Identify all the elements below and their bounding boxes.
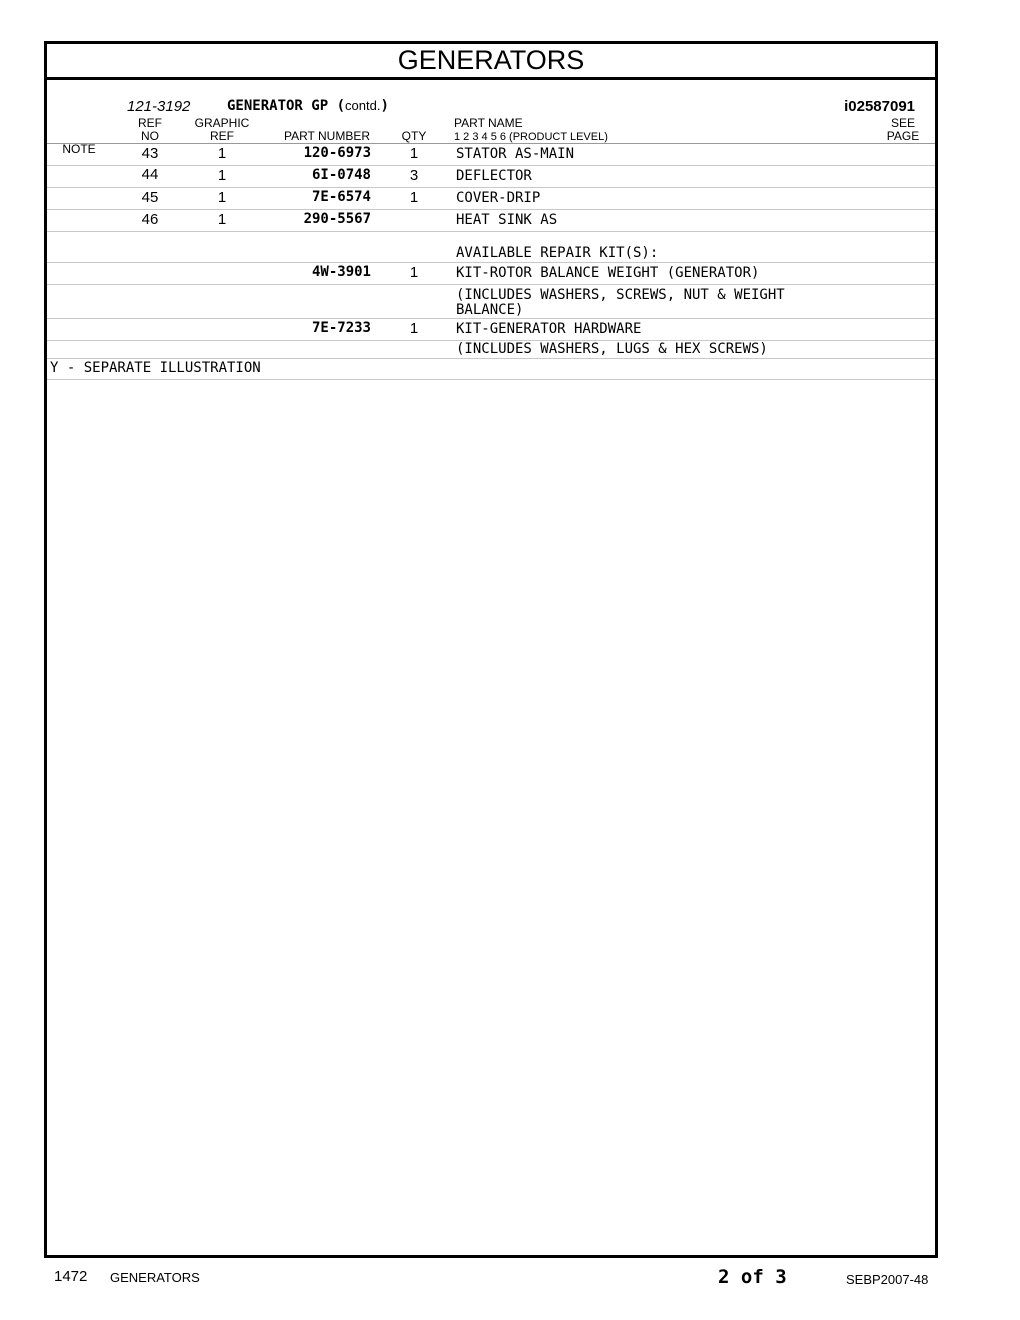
footer-page-number: 1472 (54, 1268, 88, 1285)
kits-label-row (47, 232, 935, 263)
col-part-number: PART NUMBER (283, 129, 370, 143)
illustration-id: i02587091 (844, 98, 915, 115)
col-qty: QTY (401, 129, 427, 143)
footer-section: GENERATORS (110, 1270, 200, 1285)
footer-doc-number: SEBP2007-48 (846, 1272, 929, 1287)
page-frame (44, 41, 938, 1258)
kits-label: AVAILABLE REPAIR KIT(S): (456, 245, 659, 261)
group-number: 121-3192 (127, 98, 191, 115)
table-row: 7E-7233 1 KIT-GENERATOR HARDWARE (47, 319, 935, 341)
footnote: Y - SEPARATE ILLUSTRATION (50, 360, 261, 376)
col-note: NOTE (62, 142, 96, 156)
footnote-row (47, 359, 935, 380)
col-see-page: SEE PAGE (886, 116, 920, 143)
table-row: 46 1 290-5567 HEAT SINK AS (47, 210, 935, 232)
col-part-name: PART NAME 1 2 3 4 5 6 (PRODUCT LEVEL) (454, 116, 608, 143)
table-row: 44 1 6I-0748 3 DEFLECTOR (47, 166, 935, 188)
kit-note-row: (INCLUDES WASHERS, LUGS & HEX SCREWS) (47, 341, 935, 359)
table-row: 45 1 7E-6574 1 COVER-DRIP (47, 188, 935, 210)
page-title: GENERATORS (47, 44, 935, 80)
kit-note-row: (INCLUDES WASHERS, SCREWS, NUT & WEIGHT BALANCE) (47, 285, 935, 319)
col-ref-no: REF NO (138, 116, 162, 143)
contd-label: contd. (345, 98, 381, 113)
table-row: 43 1 120-6973 1 STATOR AS-MAIN (47, 144, 935, 166)
footer-page-of: 2 of 3 (718, 1266, 787, 1288)
group-name: GENERATOR GP (contd.) (227, 98, 389, 114)
table-row: 4W-3901 1 KIT-ROTOR BALANCE WEIGHT (GENERATOR) (47, 263, 935, 285)
col-graphic-ref: GRAPHIC REF (194, 116, 250, 143)
